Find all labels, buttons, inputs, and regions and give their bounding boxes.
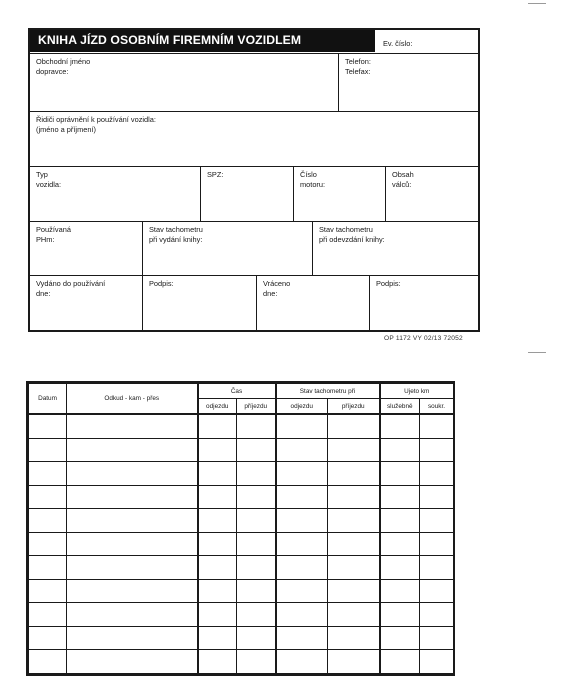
trip-log-rows: [29, 414, 454, 674]
distance-business-cell[interactable]: [380, 462, 420, 486]
table-row: [29, 603, 454, 627]
distance-business-cell[interactable]: [380, 556, 420, 580]
returned-signature-field[interactable]: Podpis:: [369, 276, 478, 330]
odometer-departure-cell[interactable]: [276, 603, 328, 627]
odometer-departure-cell[interactable]: [276, 579, 328, 603]
distance-business-cell[interactable]: [380, 532, 420, 556]
col-header-route: Odkud - kam - přes: [67, 384, 198, 415]
time-departure-cell[interactable]: [198, 556, 237, 580]
crop-mark-top: [528, 3, 546, 4]
route-cell[interactable]: [67, 556, 198, 580]
time-departure-cell[interactable]: [198, 414, 237, 438]
card-title: KNIHA JÍZD OSOBNÍM FIREMNÍM VOZIDLEM: [30, 30, 375, 52]
sub-header-odometer-departure: odjezdu: [276, 399, 328, 415]
table-row: [29, 509, 454, 533]
distance-private-cell[interactable]: [420, 485, 454, 509]
date-cell[interactable]: [29, 438, 67, 462]
route-cell[interactable]: [67, 509, 198, 533]
time-departure-cell[interactable]: [198, 462, 237, 486]
table-row: [29, 556, 454, 580]
trip-log-table: [26, 381, 455, 676]
card-header: [30, 30, 478, 54]
form-code: OP 1172 VY 02/13 72052: [384, 335, 463, 342]
odometer-arrival-cell[interactable]: [328, 509, 380, 533]
engine-number-field[interactable]: Číslo motoru:: [293, 167, 385, 221]
odometer-arrival-cell[interactable]: [328, 462, 380, 486]
table-row: [29, 532, 454, 556]
time-departure-cell[interactable]: [198, 650, 237, 674]
distance-business-cell[interactable]: [380, 579, 420, 603]
phone-fax-field[interactable]: Telefon: Telefax:: [338, 54, 478, 111]
fuel-odometer-row: [30, 222, 478, 276]
distance-business-cell[interactable]: [380, 626, 420, 650]
table-row: [29, 650, 454, 674]
date-cell[interactable]: [29, 603, 67, 627]
time-arrival-cell[interactable]: [237, 438, 276, 462]
odometer-issue-field[interactable]: Stav tachometru při vydání knihy:: [142, 222, 312, 275]
odometer-departure-cell[interactable]: [276, 532, 328, 556]
table-row: [29, 438, 454, 462]
odometer-departure-cell[interactable]: [276, 626, 328, 650]
time-arrival-cell[interactable]: [237, 579, 276, 603]
logbook-cover-card: [28, 28, 480, 332]
distance-business-cell[interactable]: [380, 650, 420, 674]
date-cell[interactable]: [29, 556, 67, 580]
time-arrival-cell[interactable]: [237, 603, 276, 627]
odometer-departure-cell[interactable]: [276, 485, 328, 509]
sub-header-time-arrival: příjezdu: [237, 399, 276, 415]
time-departure-cell[interactable]: [198, 438, 237, 462]
time-departure-cell[interactable]: [198, 603, 237, 627]
table-row: [29, 579, 454, 603]
odometer-departure-cell[interactable]: [276, 556, 328, 580]
distance-private-cell[interactable]: [420, 462, 454, 486]
license-plate-field[interactable]: SPZ:: [200, 167, 293, 221]
returned-date-field[interactable]: Vráceno dne:: [256, 276, 369, 330]
distance-private-cell[interactable]: [420, 509, 454, 533]
odometer-return-field[interactable]: Stav tachometru při odevzdání knihy:: [312, 222, 478, 275]
time-arrival-cell[interactable]: [237, 462, 276, 486]
distance-private-cell[interactable]: [420, 626, 454, 650]
odometer-arrival-cell[interactable]: [328, 414, 380, 438]
route-cell[interactable]: [67, 579, 198, 603]
carrier-row: [30, 54, 478, 112]
odometer-departure-cell[interactable]: [276, 414, 328, 438]
table-row: [29, 462, 454, 486]
odometer-departure-cell[interactable]: [276, 438, 328, 462]
odometer-arrival-cell[interactable]: [328, 485, 380, 509]
sub-header-distance-business: služebně: [380, 399, 420, 415]
odometer-departure-cell[interactable]: [276, 462, 328, 486]
sub-header-distance-private: soukr.: [420, 399, 454, 415]
odometer-departure-cell[interactable]: [276, 650, 328, 674]
vehicle-type-field[interactable]: Typ vozidla:: [36, 170, 62, 189]
odometer-arrival-cell[interactable]: [328, 579, 380, 603]
issued-signature-field[interactable]: Podpis:: [142, 276, 256, 330]
time-arrival-cell[interactable]: [237, 509, 276, 533]
route-cell[interactable]: [67, 532, 198, 556]
distance-business-cell[interactable]: [380, 414, 420, 438]
distance-private-cell[interactable]: [420, 532, 454, 556]
crop-mark-middle: [528, 352, 546, 353]
group-header-odometer: Stav tachometru při: [276, 384, 380, 399]
time-departure-cell[interactable]: [198, 532, 237, 556]
route-cell[interactable]: [67, 462, 198, 486]
table-row: [29, 485, 454, 509]
time-departure-cell[interactable]: [198, 579, 237, 603]
odometer-arrival-cell[interactable]: [328, 556, 380, 580]
distance-private-cell[interactable]: [420, 650, 454, 674]
carrier-name-field[interactable]: Obchodní jméno dopravce:: [36, 57, 91, 76]
engine-capacity-field[interactable]: Obsah válců:: [385, 167, 478, 221]
time-arrival-cell[interactable]: [237, 556, 276, 580]
time-departure-cell[interactable]: [198, 509, 237, 533]
date-cell[interactable]: [29, 414, 67, 438]
route-cell[interactable]: [67, 485, 198, 509]
date-cell[interactable]: [29, 626, 67, 650]
odometer-arrival-cell[interactable]: [328, 650, 380, 674]
distance-private-cell[interactable]: [420, 579, 454, 603]
table-row: [29, 414, 454, 438]
time-departure-cell[interactable]: [198, 485, 237, 509]
route-cell[interactable]: [67, 650, 198, 674]
date-cell[interactable]: [29, 462, 67, 486]
odometer-arrival-cell[interactable]: [328, 626, 380, 650]
distance-business-cell[interactable]: [380, 509, 420, 533]
odometer-departure-cell[interactable]: [276, 509, 328, 533]
sub-header-time-departure: odjezdu: [198, 399, 237, 415]
time-arrival-cell[interactable]: [237, 650, 276, 674]
col-header-date: Datum: [29, 384, 67, 415]
group-header-time: Čas: [198, 384, 276, 399]
issue-return-row: [30, 276, 478, 330]
odometer-arrival-cell[interactable]: [328, 532, 380, 556]
distance-business-cell[interactable]: [380, 603, 420, 627]
date-cell[interactable]: [29, 509, 67, 533]
group-header-distance: Ujeto km: [380, 384, 454, 399]
distance-business-cell[interactable]: [380, 438, 420, 462]
distance-business-cell[interactable]: [380, 485, 420, 509]
table-row: [29, 626, 454, 650]
issued-date-field[interactable]: Vydáno do používání dne:: [36, 279, 106, 298]
route-cell[interactable]: [67, 414, 198, 438]
sub-header-odometer-arrival: příjezdu: [328, 399, 380, 415]
date-cell[interactable]: [29, 532, 67, 556]
drivers-row: [30, 112, 478, 167]
distance-private-cell[interactable]: [420, 603, 454, 627]
odometer-arrival-cell[interactable]: [328, 438, 380, 462]
date-cell[interactable]: [29, 579, 67, 603]
fuel-type-field[interactable]: Používaná PHm:: [36, 225, 71, 244]
route-cell[interactable]: [67, 603, 198, 627]
route-cell[interactable]: [67, 626, 198, 650]
date-cell[interactable]: [29, 650, 67, 674]
time-departure-cell[interactable]: [198, 626, 237, 650]
route-cell[interactable]: [67, 438, 198, 462]
date-cell[interactable]: [29, 485, 67, 509]
distance-private-cell[interactable]: [420, 556, 454, 580]
registration-number-field[interactable]: Ev. číslo:: [383, 39, 413, 48]
time-arrival-cell[interactable]: [237, 414, 276, 438]
authorized-drivers-field[interactable]: Řidiči oprávnění k používání vozidla: (jméno a příjmení): [36, 115, 156, 134]
vehicle-row: [30, 167, 478, 222]
distance-private-cell[interactable]: [420, 414, 454, 438]
time-arrival-cell[interactable]: [237, 626, 276, 650]
distance-private-cell[interactable]: [420, 438, 454, 462]
time-arrival-cell[interactable]: [237, 532, 276, 556]
odometer-arrival-cell[interactable]: [328, 603, 380, 627]
time-arrival-cell[interactable]: [237, 485, 276, 509]
